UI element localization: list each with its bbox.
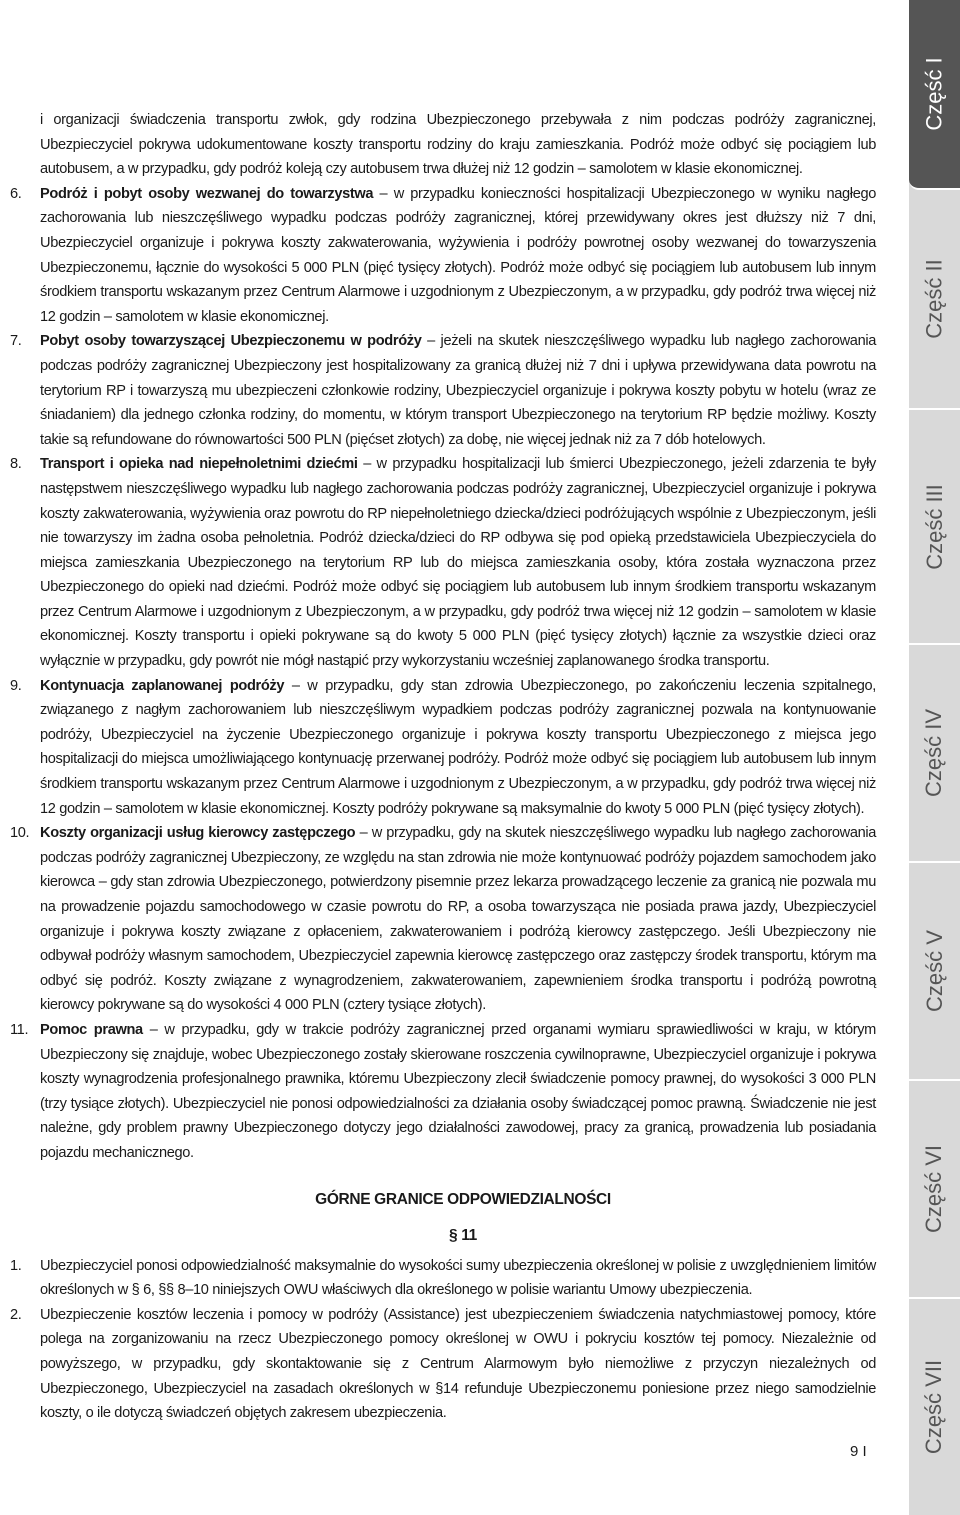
item-text: – w przypadku konieczności hospitalizacji Ubezpieczonego w wyniku nagłego zachorowania lub nieszczęśliwego wypadku podczas podróży zagranicznej, której przewidywany okres jest dłuższy niż 7 dni, Ubezpieczyciel organizuje i pokrywa koszty zakwaterowania, wyżywienia i podróży powrotnej osoby wezwanej do towarzyszenia Ubezpieczonemu, łącznie do wysokości 5 000 PLN (pięć tysięcy złotych). Podróż może odbyć się pociągiem lub autobusem lub innym środkiem transportu wskazanym przez Centrum Alarmowe i uzgodnionym z Ubezpieczonym, a w przypadku, gdy podróż trwa więcej niż 12 godzin – samolotem w klasie ekonomicznej. — [40, 185, 876, 325]
section-heading: GÓRNE GRANICE ODPOWIEDZIALNOŚCI — [315, 1190, 611, 1208]
part-tabs-sidebar — [909, 0, 960, 1515]
item-lead: Pobyt osoby towarzyszącej Ubezpieczonemu w podróży — [40, 333, 422, 350]
section-item-1 — [10, 1254, 876, 1303]
list-item-6 — [10, 182, 876, 330]
item-text: – w przypadku, gdy na skutek nieszczęśliwego wypadku lub nagłego zachorowania podczas podróży zagranicznej Ubezpieczony, ze względu na stan zdrowia nie może kontynuować podróży pojazdem samochodem jako kierowca – gdy stan zdrowia Ubezpieczonego, potwierdzony pisemnie przez lekarza prowadzącego leczenie za granicą nie pozwala mu na prowadzenie pojazdu samochodowego w czasie powrotu do RP, a osoba towarzysząca nie posiada prawa jazdy, Ubezpieczyciel organizuje i pokrywa koszty związane z opłaceniem, zakwaterowaniem i podróżą kierowcy zastępczego. Jeśli Ubezpieczony nie odbywał podróży własnym samochodem, Ubezpieczyciel zapewnia kierowcę zastępczego oraz zastępczy środek transportu, którym ma odbyć się podróż. Koszty związane z wynagrodzeniem, zakwaterowaniem, zapewnieniem środka transportu i podróżą powrotną kierowcy pokrywane są do wysokości 4 000 PLN (cztery tysiące złotych). — [40, 825, 877, 1014]
item-text: Ubezpieczenie kosztów leczenia i pomocy w podróży (Assistance) jest ubezpieczeniem świadczenia natychmiastowej pomocy, które polega na zorganizowaniu na rzecz Ubezpieczonego pomocy określonej w OWU i pokryciu kosztów tej pomocy. Niezależnie od powyższego, w przypadku, gdy skontaktowanie się z Centrum Alarmowym było niemożliwe z przyczyn niezależnych od Ubezpieczonego, Ubezpieczyciel na zasadach określonych w §14 refunduje Ubezpieczonemu poniesione przez niego samodzielnie koszty, o ile dotyczą świadczeń objętych zakresem ubezpieczenia. — [40, 1306, 876, 1422]
tab-part-1[interactable] — [909, 0, 960, 190]
item-lead: Podróż i pobyt osoby wezwanej do towarzystwa — [40, 185, 374, 202]
tab-label: Część I — [921, 57, 947, 131]
tab-part-6[interactable] — [909, 1081, 960, 1299]
item-number: 7. — [10, 333, 22, 350]
document-body — [10, 108, 876, 1426]
tab-label: Część IV — [921, 708, 947, 798]
item-lead: Transport i opieka nad niepełnoletnimi dziećmi — [40, 456, 358, 473]
item-text: – jeżeli na skutek nieszczęśliwego wypadku lub nagłego zachorowania podczas podróży zagranicznej Ubezpieczony jest hospitalizowany za granicą dłużej niż 7 dni i upływa przewidywana data powrotu na terytorium RP i towarzyszą mu ubezpieczeni członkowie rodziny, Ubezpieczyciel organizuje i pokrywa koszty pobytu w hotelu (wraz ze śniadaniem) dla jednego członka rodziny, do momentu, w którym transport Ubezpieczonego na terytorium RP będzie możliwy. Koszty takie są refundowane do równowartości 500 PLN (pięćset złotych) za dobę, nie więcej jednak niż za 7 dób hotelowych. — [40, 333, 876, 448]
list-item-11 — [10, 1018, 876, 1166]
tab-part-5[interactable] — [909, 863, 960, 1081]
item-number: 9. — [10, 677, 22, 694]
item-text: Ubezpieczyciel ponosi odpowiedzialność maksymalnie do wysokości sumy ubezpieczenia określonej w polisie z uwzględnieniem limitów określonych w § 6, §§ 8–10 niniejszych OWU właściwych dla określonego w polisie wariantu Umowy ubezpieczenia. — [40, 1257, 876, 1299]
list-item-8 — [10, 452, 876, 673]
section-list — [10, 1254, 876, 1426]
item-number: 6. — [10, 185, 22, 202]
list-item-10 — [10, 821, 876, 1018]
item-text: – w przypadku, gdy stan zdrowia Ubezpieczonego, po zakończeniu leczenia szpitalnego, związanego z nagłym zachorowaniem lub nieszczęśliwym wypadkiem podczas podróży zagranicznej pozwala na kontynuowanie podróży, Ubezpieczyciel na życzenie Ubezpieczonego organizuje i pokrywa koszty transportu Ubezpieczonego z miejsca jego hospitalizacji do miejsca umożliwiającego kontynuację przerwanej podróży. Podróż może odbyć się pociągiem lub autobusem lub innym środkiem transportu wskazanym przez Centrum Alarmowe i uzgodnionym z Ubezpieczonym, a w przypadku, gdy podróż trwa więcej niż 12 godzin – samolotem w klasie ekonomicznej. Koszty podróży pokrywane są maksymalnie do kwoty 5 000 PLN (pięć tysięcy złotych). — [40, 677, 876, 817]
tab-label: Część II — [921, 259, 947, 339]
tab-label: Część III — [921, 483, 947, 570]
paragraph-mark: § 11 — [449, 1226, 477, 1244]
list-item-9 — [10, 674, 876, 822]
item-number: 2. — [10, 1306, 22, 1323]
page-number: 9 I — [850, 1443, 867, 1460]
item-lead: Pomoc prawna — [40, 1021, 143, 1038]
section-item-2 — [10, 1303, 876, 1426]
item-number: 1. — [10, 1257, 22, 1274]
continuation-paragraph: i organizacji świadczenia transportu zwłok, gdy rodzina Ubezpieczonego przebywała z nim podczas podróży zagranicznej, Ubezpieczyciel pokrywa udokumentowane koszty transportu rodziny do kraju zamieszkania. Podróż może odbyć się pociągiem lub autobusem, a w przypadku, gdy podróż koleją czy autobusem trwa dłużej niż 12 godzin – samolotem w klasie ekonomicznej. — [40, 112, 876, 178]
tab-part-7[interactable] — [909, 1299, 960, 1515]
item-text: – w przypadku, gdy w trakcie podróży zagranicznej przed organami wymiaru sprawiedliwości w kraju, w którym Ubezpieczony się znajduje, wobec Ubezpieczonego zostały skierowane roszczenia cywilnoprawne, Ubezpieczyciel organizuje i pokrywa koszty wynagrodzenia profesjonalnego prawnika, któremu Ubezpieczony zlecił świadczenie pomocy prawnej, do wysokości 3 000 PLN (trzy tysiące złotych). Ubezpieczyciel nie ponosi odpowiedzialności za działania osoby świadczącej pomoc prawną. Świadczenie nie jest należne, gdy problem prawny Ubezpieczonego dotyczy jego działalności zawodowej, pracy za granicą, prowadzenia lub posiadania pojazdu mechanicznego. — [40, 1021, 876, 1161]
item-number: 10. — [10, 825, 30, 842]
tab-part-4[interactable] — [909, 645, 960, 863]
tab-label: Część VI — [921, 1144, 947, 1234]
item-number: 8. — [10, 456, 22, 473]
item-number: 11. — [10, 1021, 29, 1038]
list-item-7 — [10, 329, 876, 452]
item-text: – w przypadku hospitalizacji lub śmierci Ubezpieczonego, jeżeli zdarzenia te były następstwem nieszczęśliwego wypadku lub nagłego zachorowania podczas podróży zagranicznej, Ubezpieczyciel organizuje i pokrywa koszty zakwaterowania, wyżywienia oraz powrotu do RP niepełnoletniego dziecka/dzieci podróżujących wspólnie z Ubezpieczonym, jeśli nie towarzyszy im żadna osoba pełnoletnia. Podróż dziecka/dzieci do RP odbywa się pod opieką przedstawiciela Ubezpieczyciela do miejsca zamieszkania Ubezpieczonego na terytorium RP lub do miejsca zamieszkania osoby, która została wyznaczona przez Ubezpieczonego do opieki nad dziećmi. Podróż może odbyć się pociągiem lub autobusem lub innym środkiem transportu wskazanym przez Centrum Alarmowe i uzgodnionym z Ubezpieczonym, a w przypadku, gdy podróż trwa więcej niż 12 godzin – samolotem w klasie ekonomicznej. Koszty transportu i opieki pokrywane są do kwoty 5 000 PLN (pięć tysięcy złotych) łącznie za wszystkie dzieci oraz wyłącznie w przypadku, gdy powrót nie mógł nastąpić przy wykorzystaniu wcześniej zaplanowanego środka transportu. — [40, 456, 876, 670]
tab-label: Część V — [921, 930, 947, 1012]
tab-part-2[interactable] — [909, 190, 960, 410]
item-lead: Kontynuacja zaplanowanej podróży — [40, 677, 285, 694]
tab-part-3[interactable] — [909, 410, 960, 645]
item-lead: Koszty organizacji usług kierowcy zastępczego — [40, 825, 356, 842]
numbered-list — [10, 182, 876, 1166]
tab-label: Część VII — [921, 1359, 947, 1455]
